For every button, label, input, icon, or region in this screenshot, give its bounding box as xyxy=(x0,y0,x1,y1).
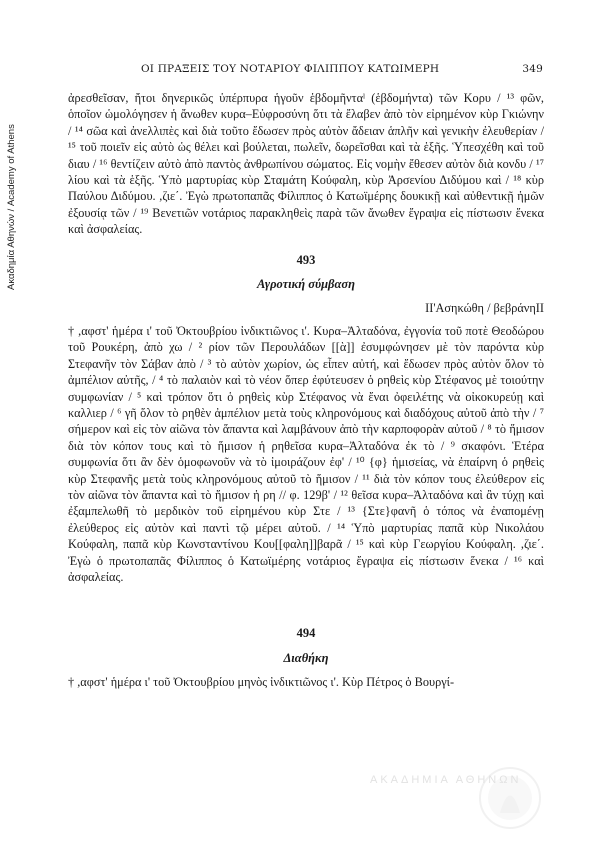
archive-side-note: Ακαδημία Αθηνών / Academy of Athens xyxy=(6,124,17,290)
document-heading-494: Διαθήκη xyxy=(283,650,329,665)
academy-seal-watermark xyxy=(455,758,565,838)
document-text-493: † ,αφστ' ἡμέρα ι' τοῦ Ὀκτουβρίου ἰνδικτιῶνος ι'. Κυρα–Ἀλταδόνα, ἐγγονία τοῦ ποτὲ Θεοδώρου τοῦ Ρουκέρη, ἀπὸ χω / ² ρίον τῶν Περουλάδων [[ὰ]] ἐσυμφώνησεν μὲ τὸν παρόντα κὺρ Στεφανῆν τὸν Σάβαν ἀπὸ / ³ τὸ αὐτὸν χωρίον, ὡς εἶπεν αὐτή, καὶ ἔδωσεν πρὸς αὐτὸν ὅλον τὸ ἀμπέλιον αὐτῆς, / ⁴ τὸ παλαιὸν καὶ τὸ νέον ὅπερ ἐφύτευσεν ὁ ρηθεὶς κὺρ Στέφανος μὲ τοιούτην συμφωνίαν / ⁵ καὶ τρόπον ὅτι ὁ ρηθεὶς κὺρ Στέφανος νὰ ἔναι ὀφειλέτης νὰ οἰκοκυρεύῃ καὶ καλλιερ / ⁶ γῆ ὅλον τὸ ρηθὲν ἀμπέλιον μετὰ τοὺς κληρονόμους καὶ διαδόχους αὐτοῦ ἀπὸ τὴν / ⁷ σήμερον καὶ εἰς τὸν αἰῶνα τὸν ἅπαντα καὶ λαμβάνουν ἀπὸ τὴν καρποφορὰν αὐτοῦ / ⁸ τὸ ἥμισον διὰ τὸν κόπον τους καὶ τὸ ἥμισον ἡ ρηθεῖσα κυρα–Ἀλταδόνα ἐκ τὸ / ⁹ σκαφόνι. Ἑτέρα συμφωνία ὅτι ἂν δὲν ὁμοφωνοῦν νὰ τὸ ἰμοιράζουν ἐφ' / ¹⁰ {φ} ἡμισείας, νὰ ἐπαίρνη ὁ ρηθεὶς κὺρ Στεφανῆς μετὰ τοὺς κληρονόμους αὐτοῦ τὸ ἥμισον / ¹¹ διὰ τὸν κόπον τους ἐλεύθερον εἰς τὸν αἰῶνα τὸν ἅπαντα καὶ τὸ ἥμισον ἡ ρη // φ. 129β' / ¹² θεῖσα κυρα–Ἀλταδόνα καὶ ἂν τύχῃ καὶ ἐξαμπελωθῆ τὸ μερδικὸν τοῦ εἰρημένου κὺρ Στε / ¹³ {Στε}φανῆ ὁ τόπος νὰ ἐναπομένῃ ἐλεύθερος εἰς αὐτὸν καὶ παντὶ τῷ μέρει αὐτοῦ. / ¹⁴ Ὑπὸ μαρτυρίας παπᾶ κὺρ Νικολάου Κούφαλη, παπᾶ κὺρ Κωνσταντίνου Κου[[φαλη]]βαρᾶ / ¹⁵ καὶ κὺρ Γεωργίου Κούφαλη. ,ζιε΄. Ἐγὼ ὁ πρωτοπαπᾶς Φίλιππος ὁ Κατωϊμέρης νοτάριος ἔγραψα εἰς πίστωσιν ἕνεκα / ¹⁶ καὶ ἀσφαλείας. xyxy=(68,323,544,584)
document-heading-493: Αγροτική σύμβαση xyxy=(257,277,355,292)
document-number-493: 493 xyxy=(296,252,316,267)
academy-watermark-text: ΑΚΑΔΗΜΙΑ ΑΘΗΝΩΝ xyxy=(370,774,522,786)
document-note-493: ΙΙ'Ασηκώθη / βεβράνηΙΙ xyxy=(425,301,544,316)
document-number-494: 494 xyxy=(296,626,316,641)
document-text-494: † ,αφστ' ἡμέρα ι' τοῦ Ὀκτουβρίου μηνὸς ἰνδικτιῶνος ι'. Κὺρ Πέτρος ὁ Βουργί- xyxy=(68,675,455,690)
page-body xyxy=(68,90,544,691)
continuation-paragraph: ἀρεσθεῖσαν, ἤτοι δηνερικῶς ὑπέρπυρα ἡγοῦν ἑβδομῆνταˡ (ἑβδομήντα) τῶν Κορυ / ¹³ φῶν, ὁποῖον ὡμολόγησεν ἡ ἄνωθεν κυρα–Εὐφροσύνη ὅτι τὰ ἔλαβεν ἀπὸ τὸν εἰρημένον κὺρ Γκιώνην / ¹⁴ σῶα καὶ ἀνελλιπὲς καὶ διὰ τοῦτο ἔδωσεν πρὸς αὐτὸν ἄδειαν ἁπλῆν καὶ γενικὴν ἐλευθερίαν / ¹⁵ τοῦ ποιεῖν εἰς αὐτὸ ὡς θέλει καὶ βούλεται, πωλεῖν, δωρεῖσθαι καὶ τὰ ἑξῆς. Ὑπεσχέθη καὶ τοῦ διαυ / ¹⁶ θεντίζειν αὐτὸ ἀπὸ παντὸς ἀνθρωπίνου σώματος. Εἰς νομὴν ἔθεσεν αὐτὸν διὰ κονδυ / ¹⁷ λίου καὶ τὰ ἑξῆς. Ὑπὸ μαρτυρίας κὺρ Σταμάτη Κούφαλη, κὺρ Ἀρσενίου Διδύμου καὶ / ¹⁸ κὺρ Παύλου Διδύμου. ,ζιε΄. Ἐγὼ πρωτοπαπᾶς Φίλιππος ὁ Κατωϊμέρης δουκικῇ καὶ αὐθεντικῇ ἡμῶν ἐξουσίᾳ τῶν / ¹⁹ Βενετιῶν νοτάριος παρακληθεὶς παρὰ τῶν ἄνωθεν ἔγραψα εἰς πίστωσιν ἕνεκα καὶ ἀσφαλείας. xyxy=(68,91,544,237)
running-head-title: ΟΙ ΠΡΑΞΕΙΣ ΤΟΥ ΝΟΤΑΡΙΟΥ ΦΙΛΙΠΠΟΥ ΚΑΤΩΙΜΕΡΗ xyxy=(141,63,440,75)
page-number: 349 xyxy=(522,63,543,75)
